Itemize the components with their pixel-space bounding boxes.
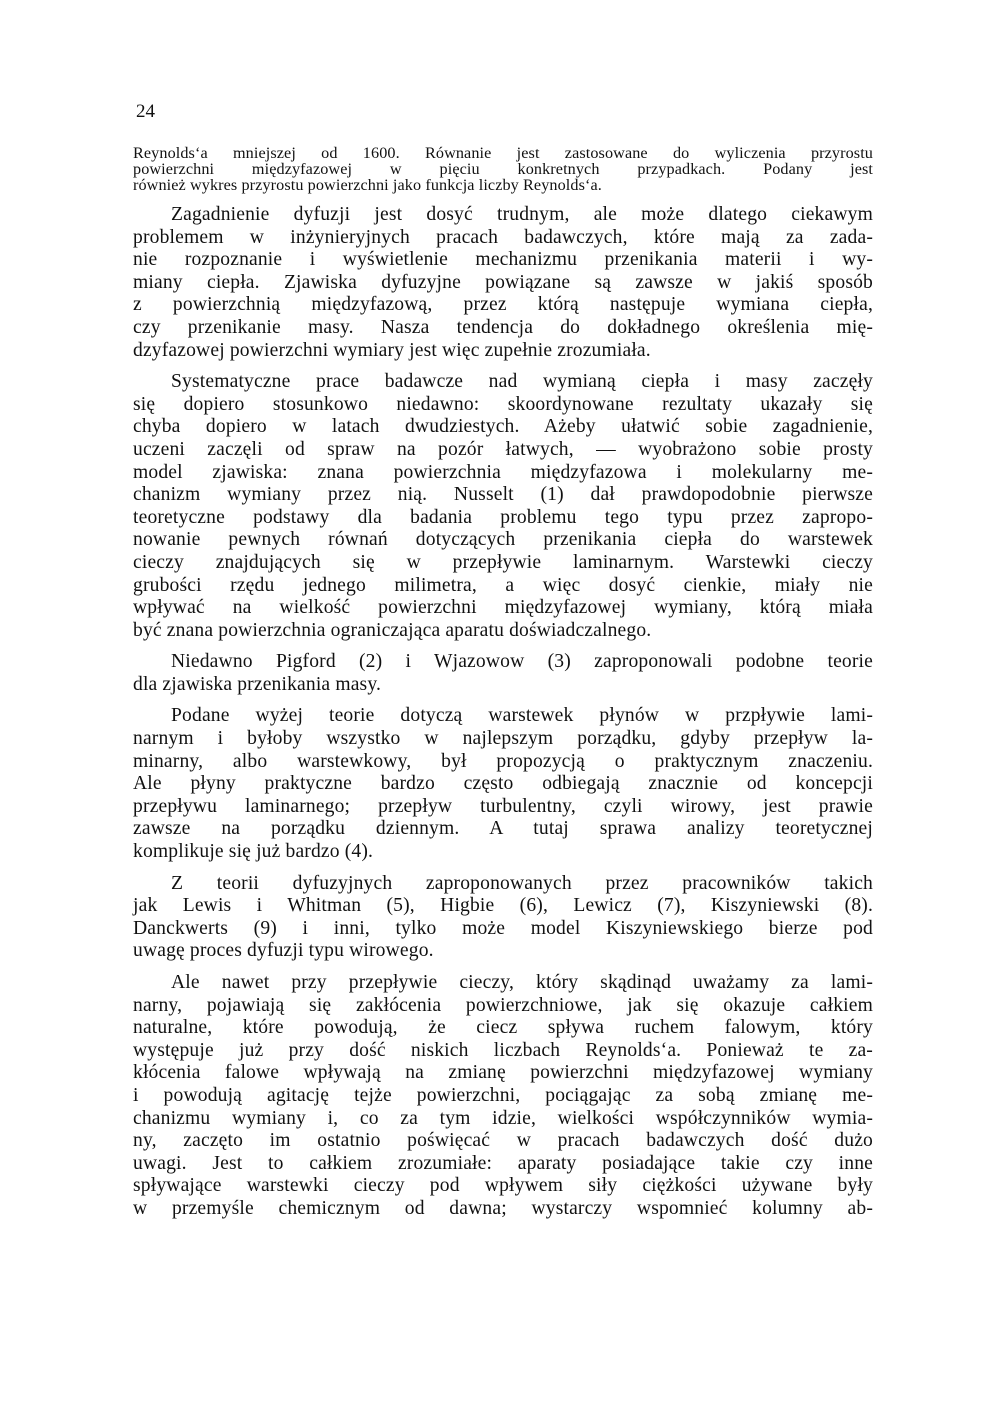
text-line: dla zjawiska przenikania masy. [133,673,382,695]
text-line: Niedawno Pigford (2) i Wjazowow (3) zaproponowali podobne teorie [171,651,873,673]
text-line: narny, pojawiają się zakłócenia powierzchniowe, jak się okazuje całkiem [133,994,873,1016]
text-line: grubości rzędu jednego milimetra, a więc dosyć cienkie, miały nie [133,574,873,596]
text-line: i powodują agitację tejże powierzchni, pociągając za sobą zmianę me- [133,1084,873,1106]
paragraph-diffusion-theories [133,873,873,963]
paragraph-wave-disturbances [133,972,873,1221]
text-line: narnym i byłoby wszystko w najlepszym porządku, gdyby przepływ la- [133,728,873,750]
text-line: powierzchni międzyfazowej w pięciu konkretnych przypadkach. Podany jest [133,160,873,178]
text-line: nie rozpoznanie i wyświetlenie mechanizmu przenikania materii i wy- [133,249,873,271]
page-number: 24 [136,101,155,122]
text-line: uwagi. Jest to całkiem zrozumiałe: aparaty posiadające takie czy inne [133,1152,873,1174]
text-line: Podane wyżej teorie dotyczą warstewek płynów w przpływie lami- [171,705,873,727]
text-line: jak Lewis i Whitman (5), Higbie (6), Lewicz (7), Kiszyniewski (8). [133,895,873,917]
page-body [133,145,873,1230]
paragraph-laminar-flow [133,705,873,863]
text-line: problemem w inżynieryjnych pracach badawczych, które mają za zada- [133,226,873,248]
text-line: być znana powierzchnia ograniczająca aparatu doświadczalnego. [133,619,652,641]
paragraph-continuation [133,145,873,193]
text-line: w przemyśle chemicznym od dawna; wystarczy wspomnieć kolumny ab- [133,1197,873,1219]
text-line: z powierzchnią międzyfazową, przez którą następuje wymiana ciepła, [133,294,873,316]
text-line: cieczy znajdujących się w przepływie laminarnym. Warstewki cieczy [133,551,873,573]
text-line: chanizm wymiany przez nią. Nusselt (1) dał prawdopodobnie pierwsze [133,484,873,506]
text-line: naturalne, które powodują, że ciecz spływa ruchem falowym, który [133,1017,873,1039]
text-line: Ale płyny praktyczne bardzo często odbiegają znacznie od koncepcji [133,773,873,795]
text-line: chanizmu wymiany i, co za tym idzie, wielkości współczynników wymia- [133,1107,873,1129]
text-line: się dopiero stosunkowo niedawno: skoordynowane rezultaty ukazały się [133,393,873,415]
text-line: Ale nawet przy przepływie cieczy, który skądinąd uważamy za lami- [171,972,873,993]
text-line: Z teorii dyfuzyjnych zaproponowanych przez pracowników takich [171,872,873,894]
text-line: uczeni zaczęli od spraw na pozór łatwych, — wyobrażono sobie prosty [133,438,873,460]
text-line: Zagadnienie dyfuzji jest dosyć trudnym, ale może dlatego ciekawym [171,204,873,225]
paragraph-pigford [133,651,873,696]
text-line: czy przenikanie masy. Nasza tendencja do dokładnego określenia mię- [133,316,873,338]
text-line: uwagę proces dyfuzji typu wirowego. [133,940,434,962]
text-line: zawsze na porządku dziennym. A tutaj sprawa analizy teoretycznej [133,818,873,840]
text-line: teoretyczne podstawy dla badania problemu tego typu przez zapropo- [133,506,873,528]
text-line: również wykres przyrostu powierzchni jako funkcja liczby Reynolds‘a. [133,176,602,194]
text-line: kłócenia falowe wpływają na zmianę powierzchni międzyfazowej wymiany [133,1062,873,1084]
text-line: chyba dopiero w latach dwudziestych. Ażeby ułatwić sobie zagadnienie, [133,416,873,438]
text-line: spływające warstewki cieczy pod wpływem siły ciężkości używane były [133,1175,873,1197]
text-line: Reynolds‘a mniejszej od 1600. Równanie jest zastosowane do wyliczenia przyrostu [133,144,873,162]
text-line: przepływu laminarnego; przepływ turbulentny, czyli wirowy, jest prawie [133,795,873,817]
text-line: wpływać na wielkość powierzchni międzyfazowej wymiany, którą miała [133,597,873,619]
text-line: Danckwerts (9) i inni, tylko może model Kiszyniewskiego bierze pod [133,917,873,939]
text-line: dzyfazowej powierzchni wymiary jest więc zupełnie zrozumiała. [133,339,651,361]
text-line: Systematyczne prace badawcze nad wymianą ciepła i masy zaczęły [171,371,873,393]
text-line: minarny, albo warstewkowy, był propozycją o praktycznym znaczeniu. [133,750,873,772]
paragraph-diffusion-problem [133,204,873,362]
text-line: nowanie pewnych równań dotyczących przenikania ciepła do warstewek [133,529,873,551]
text-line: miany ciepła. Zjawiska dyfuzyjne powiązane są zawsze w jakiś sposób [133,271,873,293]
paragraph-systematic-research [133,371,873,642]
text-line: występuje już przy dość niskich liczbach Reynolds‘a. Ponieważ te za- [133,1039,873,1061]
text-line: komplikuje się już bardzo (4). [133,841,374,863]
text-line: ny, zaczęto im ostatnio poświęcać w pracach badawczych dość dużo [133,1130,873,1152]
text-line: model zjawiska: znana powierzchnia międzyfazowa i molekularny me- [133,461,873,483]
